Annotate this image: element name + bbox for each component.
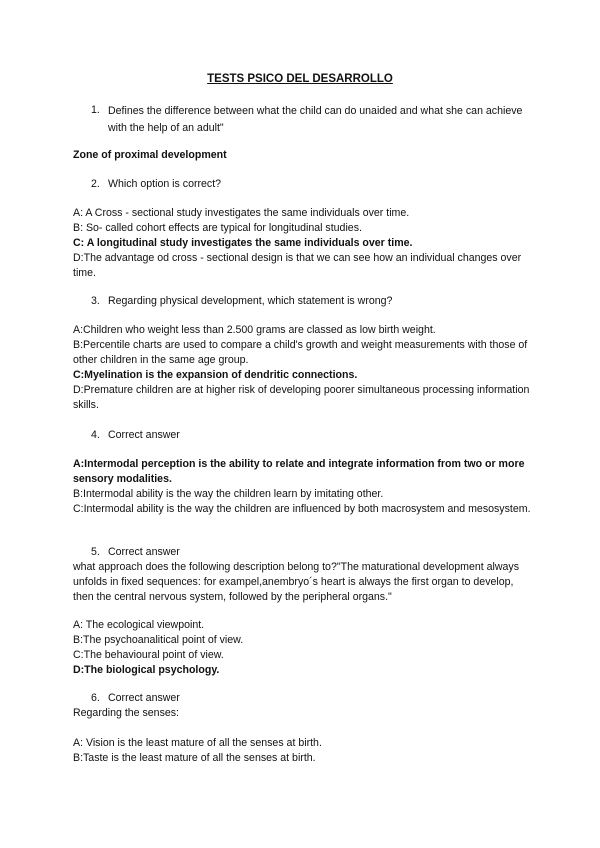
question-number: 2. [91,178,100,190]
option-b: B:Percentile charts are used to compare a child's growth and weight measurements with those of other children in the same age group. [73,339,528,366]
question-text: Defines the difference between what the child can do unaided and what she can achieve with the help of an adult" [108,105,523,134]
question-2 [91,177,531,192]
question-6-prompt: Regarding the senses: [73,707,180,719]
question-5-prompt: what approach does the following description belong to?"The maturational development always unfolds in fixed sequences: for exampel,anembryo´s heart is always the first organ to develop, then the central nervous system, followed by the peripheral organs." [73,561,520,603]
question-text: Which option is correct? [108,178,222,190]
question-number: 1. [91,104,100,116]
option-a: A:Children who weight less than 2.500 grams are classed as low birth weight. [73,324,436,336]
option-b: B: So- called cohort effects are typical for longitudinal studies. [73,222,362,234]
option-d: D:Premature children are at higher risk of developing poorer simultaneous processing information skills. [73,384,530,411]
question-text: Regarding physical development, which statement is wrong? [108,295,393,307]
question-number: 6. [91,692,100,704]
option-c-correct: C:Myelination is the expansion of dendritic connections. [73,369,358,381]
options-2 [73,206,533,281]
options-6 [73,736,533,766]
option-c: C:The behavioural point of view. [73,649,224,661]
option-b: B:Intermodal ability is the way the children learn by imitating other. [73,488,384,500]
option-b: B:The psychoanalitical point of view. [73,634,244,646]
question-5 [91,545,531,560]
question-text: Correct answer [108,692,180,704]
options-5 [73,618,533,678]
question-number: 4. [91,429,100,441]
option-c-correct: C: A longitudinal study investigates the same individuals over time. [73,237,413,249]
option-b: B:Taste is the least mature of all the senses at birth. [73,752,316,764]
question-4 [91,428,531,443]
question-number: 5. [91,546,100,558]
question-number: 3. [91,295,100,307]
option-d: D:The advantage od cross - sectional design is that we can see how an individual changes over time. [73,252,522,279]
options-3 [73,323,533,413]
option-a: A: A Cross - sectional study investigates the same individuals over time. [73,207,410,219]
question-text: Correct answer [108,429,180,441]
options-4 [73,457,533,517]
answer-1: Zone of proximal development [73,149,227,161]
option-d-correct: D:The biological psychology. [73,664,220,676]
page-title: TESTS PSICO DEL DESARROLLO [207,73,393,85]
question-1 [91,103,531,137]
option-c: C:Intermodal ability is the way the children are influenced by both macrosystem and mesosystem. [73,503,531,515]
question-3 [91,294,531,309]
question-text: Correct answer [108,546,180,558]
option-a: A: The ecological viewpoint. [73,619,205,631]
question-6 [91,691,531,706]
option-a-correct: A:Intermodal perception is the ability to relate and integrate information from two or more sensory modalities. [73,458,525,485]
option-a: A: Vision is the least mature of all the senses at birth. [73,737,322,749]
